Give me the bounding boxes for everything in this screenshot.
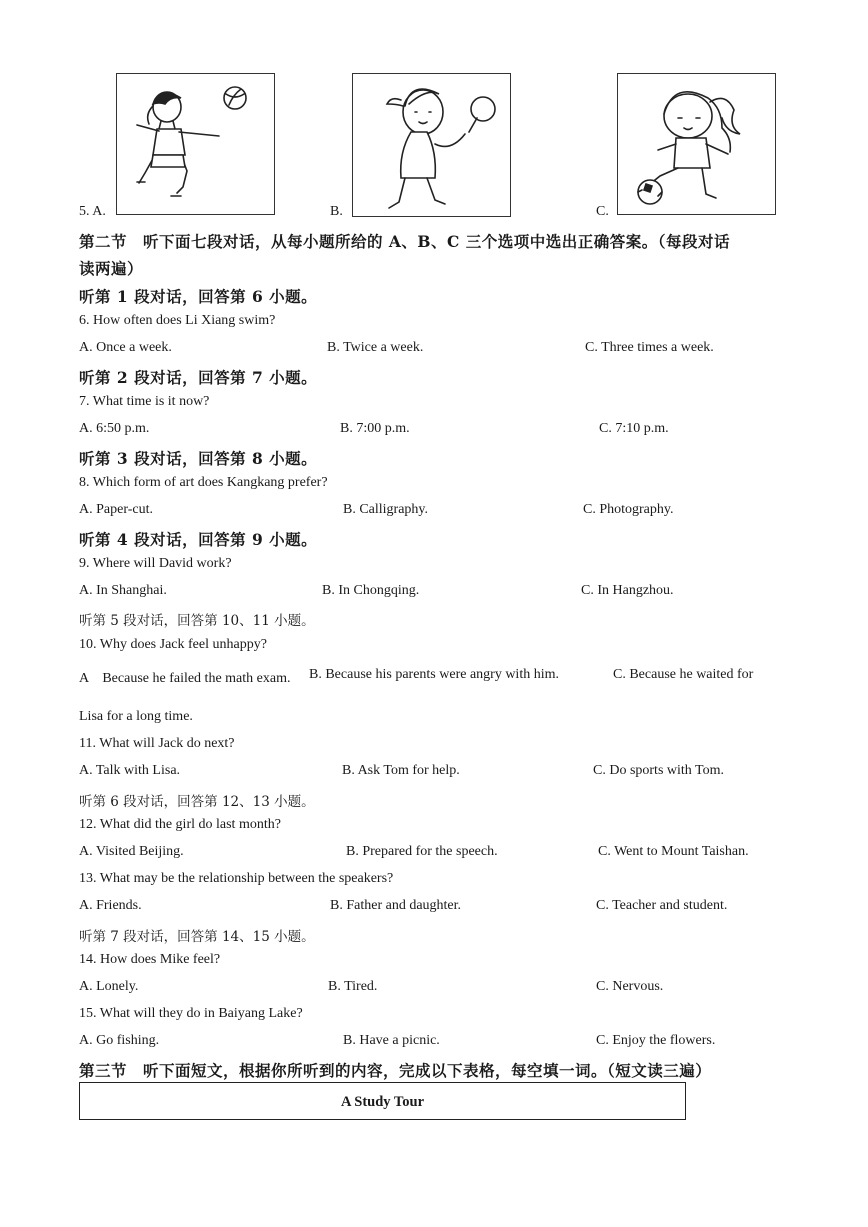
q11-option-a: A. Talk with Lisa.: [79, 763, 181, 778]
question-5-number: 5. A.: [79, 204, 106, 219]
question-14: 14. How does Mike feel?: [79, 952, 221, 967]
study-tour-table: [79, 1082, 686, 1120]
q5-option-c-label: C.: [596, 204, 609, 219]
q15-option-a: A. Go fishing.: [79, 1033, 160, 1048]
q6-option-a: A. Once a week.: [79, 340, 172, 355]
q14-option-a: A. Lonely.: [79, 979, 139, 994]
question-13: 13. What may be the relationship between the speakers?: [79, 871, 394, 886]
question-8: 8. Which form of art does Kangkang prefer?: [79, 475, 328, 490]
dialog-5-intro: 听第 5 段对话，回答第 10、11 小题。: [79, 613, 315, 629]
q8-option-b: B. Calligraphy.: [343, 502, 429, 517]
ping-pong-girl-drawing: [353, 74, 510, 216]
q10-option-c-continued: Lisa for a long time.: [79, 709, 193, 724]
table-title: A Study Tour: [340, 1094, 425, 1110]
q11-option-c: C. Do sports with Tom.: [593, 763, 724, 778]
q8-option-c: C. Photography.: [583, 502, 674, 517]
q12-option-a: A. Visited Beijing.: [79, 844, 184, 859]
section-3-heading: 第三节 听下面短文，根据你所听到的内容，完成以下表格，每空填一词。（短文读三遍）: [79, 1061, 712, 1080]
picture-c-soccer: [617, 73, 776, 215]
q15-option-c: C. Enjoy the flowers.: [596, 1033, 716, 1048]
dialog-6-intro: 听第 6 段对话，回答第 12、13 小题。: [79, 794, 315, 810]
dialog-1-intro: 听第 1 段对话，回答第 6 小题。: [79, 287, 318, 306]
question-10: 10. Why does Jack feel unhappy?: [79, 637, 267, 652]
question-6: 6. How often does Li Xiang swim?: [79, 313, 276, 328]
volleyball-girl-drawing: [117, 74, 274, 214]
q6-option-c: C. Three times a week.: [585, 340, 714, 355]
q7-option-c: C. 7:10 p.m.: [599, 421, 669, 436]
q9-option-c: C. In Hangzhou.: [581, 583, 674, 598]
q13-option-a: A. Friends.: [79, 898, 142, 913]
dialog-4-intro: 听第 4 段对话，回答第 9 小题。: [79, 530, 318, 549]
q14-option-c: C. Nervous.: [596, 979, 664, 994]
dialog-7-intro: 听第 7 段对话，回答第 14、15 小题。: [79, 929, 315, 945]
q12-option-c: C. Went to Mount Taishan.: [598, 844, 749, 859]
picture-b-ping-pong: [352, 73, 511, 217]
q12-option-b: B. Prepared for the speech.: [346, 844, 498, 859]
question-11: 11. What will Jack do next?: [79, 736, 235, 751]
soccer-girl-drawing: [618, 74, 775, 214]
q15-option-b: B. Have a picnic.: [343, 1033, 440, 1048]
section-2-heading-line1: 第二节 听下面七段对话，从每小题所给的 A、B、C 三个选项中选出正确答案。（每段对话: [79, 232, 731, 251]
q5-option-b-label: B.: [330, 204, 343, 219]
q10-option-b: B. Because his parents were angry with him.: [309, 667, 559, 682]
q6-option-b: B. Twice a week.: [327, 340, 424, 355]
q11-option-b: B. Ask Tom for help.: [342, 763, 460, 778]
q9-option-a: A. In Shanghai.: [79, 583, 167, 598]
dialog-3-intro: 听第 3 段对话，回答第 8 小题。: [79, 449, 318, 468]
q10-option-a: A Because he failed the math exam.: [79, 671, 291, 686]
question-9: 9. Where will David work?: [79, 556, 232, 571]
question-7: 7. What time is it now?: [79, 394, 210, 409]
q10-option-c: C. Because he waited for: [613, 667, 754, 682]
dialog-2-intro: 听第 2 段对话，回答第 7 小题。: [79, 368, 318, 387]
q14-option-b: B. Tired.: [328, 979, 378, 994]
question-15: 15. What will they do in Baiyang Lake?: [79, 1006, 303, 1021]
q9-option-b: B. In Chongqing.: [322, 583, 420, 598]
q13-option-b: B. Father and daughter.: [330, 898, 462, 913]
picture-a-volleyball: [116, 73, 275, 215]
section-2-heading-line2: 读两遍）: [79, 259, 144, 278]
q7-option-b: B. 7:00 p.m.: [340, 421, 410, 436]
q13-option-c: C. Teacher and student.: [596, 898, 728, 913]
q8-option-a: A. Paper-cut.: [79, 502, 153, 517]
question-12: 12. What did the girl do last month?: [79, 817, 281, 832]
q7-option-a: A. 6:50 p.m.: [79, 421, 150, 436]
